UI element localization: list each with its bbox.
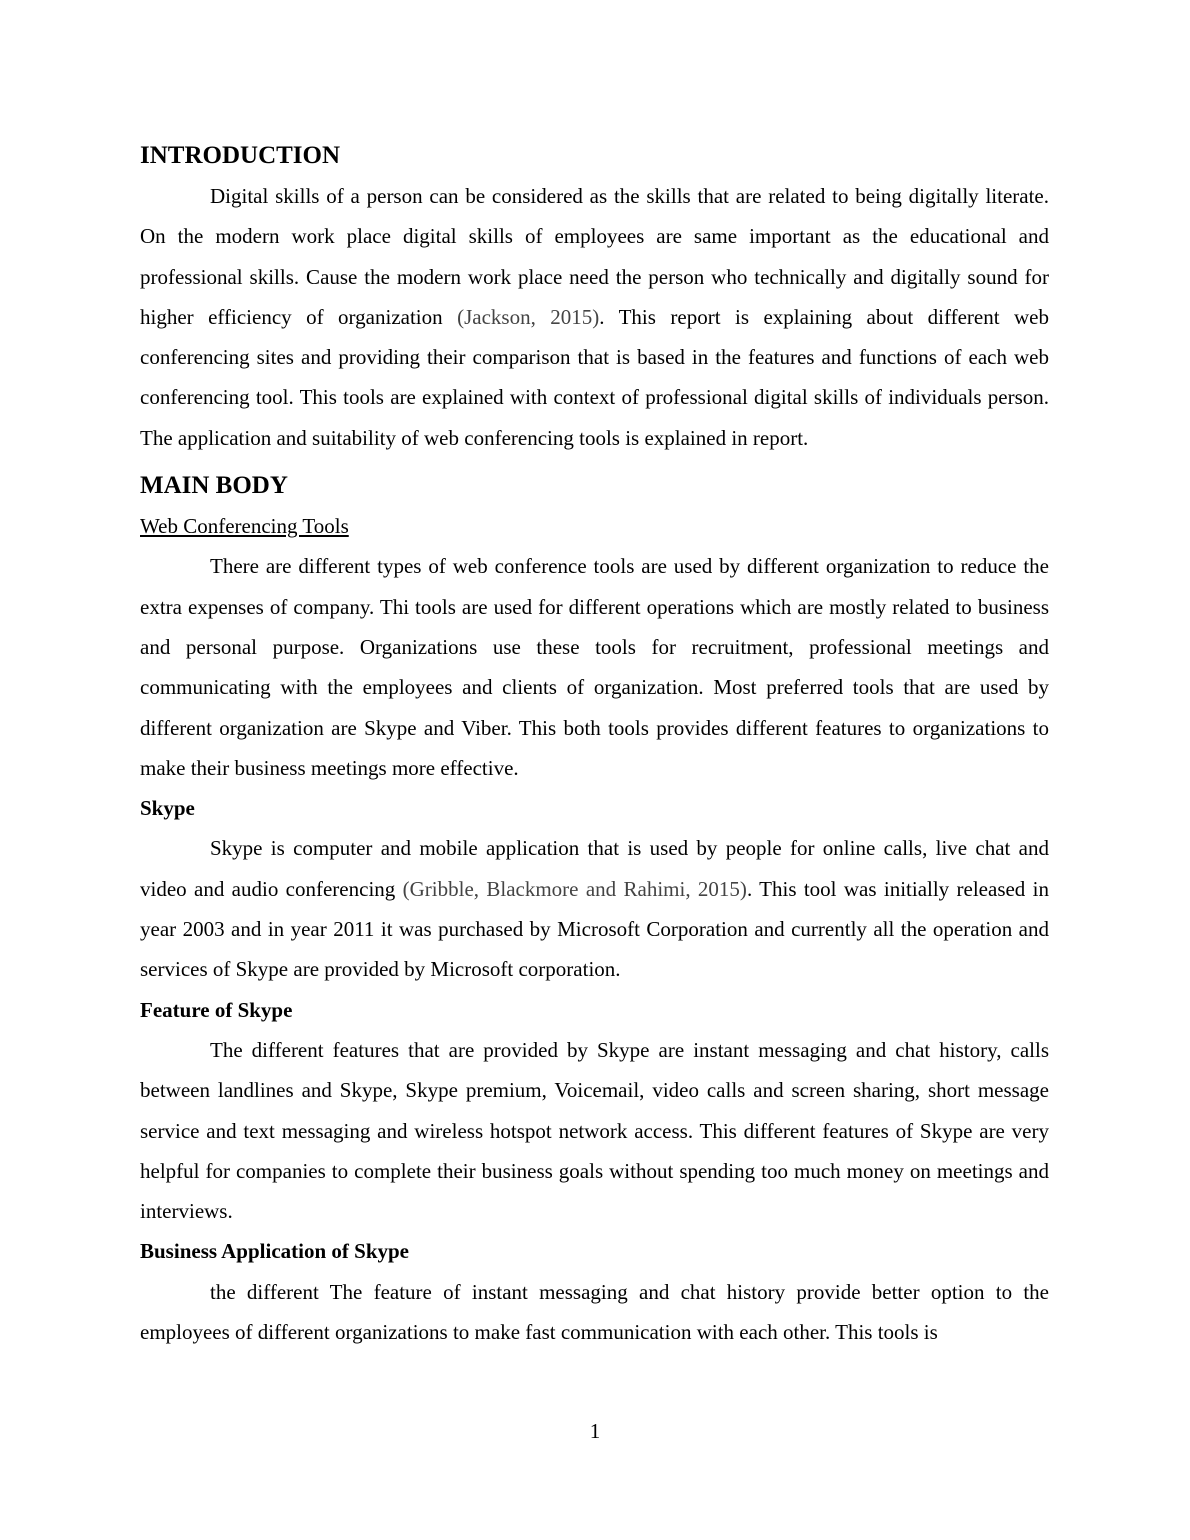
skype-paragraph <box>140 828 1049 989</box>
skype-citation: (Gribble, Blackmore and Rahimi, 2015) <box>402 876 747 901</box>
web-tools-subheading: Web Conferencing Tools <box>140 514 349 539</box>
intro-text-after: . This report is explaining about different web conferencing sites and providing their comparison that is based in the features and functions of each web conferencing tool. This tools are explained with context of professional digital skills of individuals person. The application and suitability of web conferencing tools is explained in report. <box>140 304 1049 450</box>
intro-text-before: Digital skills of a person can be considered as the skills that are related to being digitally literate. On the modern work place digital skills of employees are same important as the educational and professional skills. Cause the modern work place need the person who technically and digitally sound for higher efficiency of organization <box>140 184 1049 329</box>
introduction-paragraph <box>140 176 1049 458</box>
document-page <box>140 138 1049 1352</box>
skype-subheading: Skype <box>140 796 195 821</box>
skype-text-before: Skype is computer and mobile application that is used by people for online calls, live chat and video and audio conferencing <box>140 836 1049 901</box>
skype-text-after: . This tool was initially released in year 2003 and in year 2011 it was purchased by Microsoft Corporation and currently all the operation and services of Skype are provided by Microsoft corporation. <box>140 876 1049 982</box>
features-paragraph: The different features that are provided by Skype are instant messaging and chat history, calls between landlines and Skype, Skype premium, Voicemail, video calls and screen sharing, short message service and text messaging and wireless hotspot network access. This different features of Skype are very helpful for companies to complete their business goals without spending too much money on meetings and interviews. <box>140 1037 1049 1224</box>
main-body-heading: MAIN BODY <box>140 472 288 500</box>
introduction-heading: INTRODUCTION <box>140 142 341 169</box>
intro-citation: (Jackson, 2015) <box>457 304 600 329</box>
business-paragraph: the different The feature of instant messaging and chat history provide better option to the employees of different organizations to make fast communication with each other. This tools is <box>140 1279 1049 1345</box>
web-tools-paragraph: There are different types of web conference tools are used by different organization to reduce the extra expenses of company. Thi tools are used for different operations which are mostly related to business and personal purpose. Organizations use these tools for recruitment, professional meetings and communicating with the employees and clients of organization. Most preferred tools that are used by different organization are Skype and Viber. This both tools provides different features to organizations to make their business meetings more effective. <box>140 554 1049 780</box>
features-subheading: Feature of Skype <box>140 997 293 1022</box>
page-number: 1 <box>589 1419 601 1443</box>
business-subheading: Business Application of Skype <box>140 1239 410 1264</box>
